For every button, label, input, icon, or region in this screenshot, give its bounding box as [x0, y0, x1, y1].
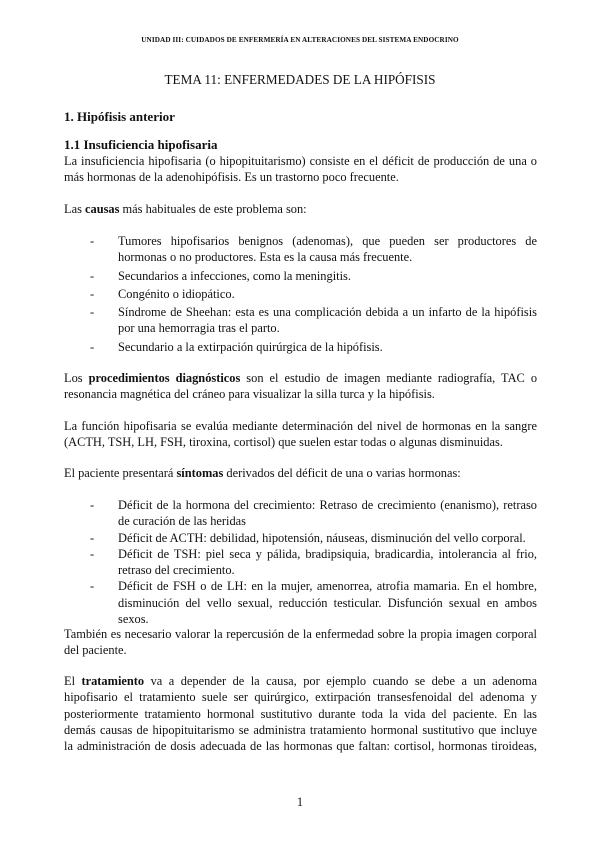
running-header: UNIDAD III: CUIDADOS DE ENFERMERÍA EN ALTERACIONES DEL SISTEMA ENDOCRINO: [141, 36, 459, 44]
causes-list: [90, 233, 537, 355]
text: derivados del déficit de una o varias hormonas:: [223, 466, 461, 480]
symptoms-intro: [64, 465, 537, 481]
text: va a depender de la causa, por ejemplo cuando se debe a un adenoma hipofisario el tratamiento suele ser quirúrgico, extirpación transesfenoidal del adenoma y posteriormente tratamiento hormonal sustitutivo durante toda la vida del paciente. En las demás causas de hipopituitarismo se administra tratamiento hormonal sustitutivo que incluye la administración de dosis adecuada de las hormonas que faltan: cortisol, hormonas tiroideas,: [64, 674, 537, 754]
list-item: - Secundarios a infecciones, como la meningitis.: [90, 268, 537, 284]
page-title: TEMA 11: ENFERMEDADES DE LA HIPÓFISIS: [164, 72, 436, 87]
list-item: - Congénito o idiopático.: [90, 286, 537, 302]
causes-intro: [64, 201, 537, 217]
intro-paragraph: La insuficiencia hipofisaria (o hipopituitarismo) consiste en el déficit de producción de una o más hormonas de la adenohipófisis. Es un trastorno poco frecuente.: [64, 154, 537, 185]
bold-term: causas: [85, 202, 120, 216]
subsection-heading: 1.1 Insuficiencia hipofisaria: [64, 137, 218, 152]
list-item: - Déficit de ACTH: debilidad, hipotensión, náuseas, disminución del vello corporal.: [90, 530, 537, 546]
text: más habituales de este problema son:: [119, 202, 307, 216]
list-item: - Secundario a la extirpación quirúrgica de la hipófisis.: [90, 339, 537, 355]
text: son el estudio de imagen mediante radiografía, TAC o resonancia magnética del cráneo para visualizar la silla turca y la hipófisis.: [64, 371, 538, 402]
bold-term: tratamiento: [81, 674, 145, 688]
body-image-paragraph: También es necesario valorar la repercusión de la enfermedad sobre la propia imagen corporal del paciente.: [64, 627, 537, 658]
text: Los: [64, 371, 89, 385]
list-item: - Déficit de TSH: piel seca y pálida, bradipsiquia, bradicardia, intolerancia al frio, retraso del crecimiento.: [90, 546, 537, 579]
symptoms-list: [90, 497, 537, 627]
section-heading: 1. Hipófisis anterior: [64, 109, 175, 124]
page-number: 1: [296, 795, 304, 809]
bold-term: procedimientos diagnósticos: [88, 371, 241, 385]
bold-term: síntomas: [176, 466, 224, 480]
list-item: - Síndrome de Sheehan: esta es una complicación debida a un infarto de la hipófisis por una hemorragia tras el parto.: [90, 304, 537, 337]
list-item: - Tumores hipofisarios benignos (adenomas), que pueden ser productores de hormonas o no productores. Esta es la causa más frecuente.: [90, 233, 537, 266]
text: Las: [64, 202, 85, 216]
text: El: [64, 674, 82, 688]
function-paragraph: La función hipofisaria se evalúa mediante determinación del nivel de hormonas en la sangre (ACTH, TSH, LH, FSH, tiroxina, cortisol) que suelen estar todas o algunas disminuidas.: [64, 419, 537, 450]
list-item: - Déficit de FSH o de LH: en la mujer, amenorrea, atrofia mamaria. En el hombre, disminución del vello sexual, reducción testicular. Disfunción sexual en ambos sexos.: [90, 578, 537, 627]
text: El paciente presentará: [64, 466, 177, 480]
list-item: - Déficit de la hormona del crecimiento: Retraso de crecimiento (enanismo), retraso de curación de las heridas: [90, 497, 537, 530]
diagnosis-paragraph: [64, 370, 537, 403]
treatment-paragraph: [64, 673, 537, 755]
